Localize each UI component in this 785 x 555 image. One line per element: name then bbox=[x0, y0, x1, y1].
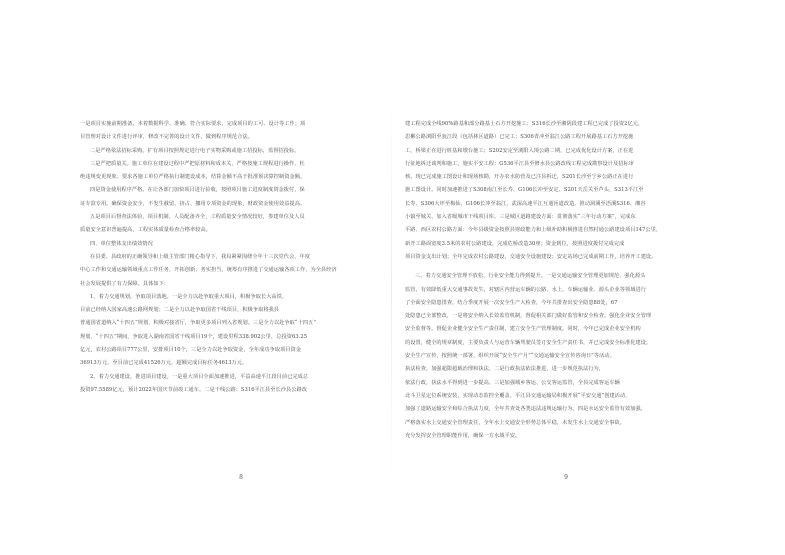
text-line: 处隐患已全部整改，一是将安全纳入长效监管机制，督促相关部门做好监管和安全检查。强化企业安全管理 bbox=[405, 313, 652, 320]
text-line: 严格落实水上交通安全管理责任，全年水上交通安全形势总体平稳，未发生水上交通安全事故。 bbox=[405, 419, 625, 426]
text-line: 1、着力交通规划，争取项目落地。一是全力以赴争取重大项目，积极争取长大高铁、 bbox=[90, 293, 288, 300]
text-line: 安全生产宣传，按照统一部署，组织开展“安全生产月”“交通运输安全宣传咨询日”等活动。 bbox=[405, 353, 615, 360]
text-line: 规划，“十四五”期间，争取进入湖南省国省干线项目19个，建设里程338.902公里，总投资63.25 bbox=[80, 333, 308, 340]
text-line: 亿元，农村公路项目777公里，安排项目10个，三是全力以赴争取资金，全年成功争取项目资金 bbox=[80, 347, 302, 354]
text-line: 依法行政，执法水平得到进一步提高。三是加强城乡客运、公交客运监管，全县完成客运车辆 bbox=[405, 379, 620, 386]
text-line: 小镇至城关、加入省级城市干线项目库。三是城区道路建设方面：贯彻落实“三年行动方案”，完成东 bbox=[405, 214, 636, 221]
text-line: 的设置，健全的规章制度，主要负责人与运营车辆驾驶员签订安全生产责任书，并已完成安全标准化建设。 bbox=[405, 339, 652, 346]
text-line: 施工图设计。同时加速推进了S308南江至长寿、G106长冲至安定、S201天岳关至芦头、S313平江至 bbox=[405, 187, 644, 194]
text-line: 二是严格依法招标采购。扩有项目按照规定进行电子实物采购或施工招投标，监督招投标。 bbox=[90, 147, 300, 154]
text-line: 四、单位整体支出绩效情况 bbox=[90, 240, 153, 247]
text-line: 思郴公路浏阳至瓮江段（包括林区道路）已完工；S306青冲至翁江公路工程开展路基工石方开挖施 bbox=[405, 134, 634, 141]
text-line: 中心工作和交通运输领域重点工作任务，开拓创新、务实担当，统筹有序推进了交通运输各项工作，为全县经济 bbox=[80, 267, 337, 274]
text-line: 核，现已完成施工图设计和现场核勘，开办农水防营及已注县拆迁，S201长沙至宁乡公路正在进行 bbox=[405, 174, 634, 181]
text-line: 绝违规变更现象。要求各施工单位严格执行制建设成本，结算金额不高于批准预决算控制资金额。 bbox=[80, 174, 306, 181]
text-line: 北斗卫星定位系统安装，实现动态监控全覆盖。平江县交通运输局积极开展“平安交通”创建活动， bbox=[405, 392, 631, 399]
right-page-number: 9 bbox=[564, 474, 568, 481]
text-line: 监管，有效降低重大交通事故发生，对辖区内营运车辆的公路、水上，车辆运输业、源头企业等领域进行 bbox=[405, 286, 646, 293]
text-line: 四是资金使用程序严格。在让各部门加快项目进行验收，按照项目施工进度制度资金拨付，保 bbox=[90, 187, 305, 194]
text-line: 36913万元，至目前已完成41526万元，超额完成目标任务4613万元。 bbox=[80, 360, 248, 367]
text-line: 社会发展提供了有力保障。具体如下： bbox=[80, 280, 170, 287]
left-page-number: 8 bbox=[239, 474, 243, 481]
text-line: 在县委、县政府的正确领导和上级主管部门精心指导下，我局紧紧围绕全年十三次党代会、年度 bbox=[90, 253, 310, 260]
text-line: 行征地拆迁谈判和施工，施实平安工程：G536平江县至修水县公路改线工程完成勘察设计及招标审 bbox=[405, 160, 634, 167]
text-line: 充分发挥安全管理职能作用，确保一方水域平安。 bbox=[405, 432, 521, 439]
page-fold bbox=[391, 95, 392, 485]
text-line: 目管理对设计文件进行评审，修改不完善的设计文件，做到程序规范合法。 bbox=[80, 134, 253, 141]
text-line: 建工程完成全线90%路基和部分路基土石方开挖施工；S316长沙至湘阴段建工程已完成了投资2亿元， bbox=[405, 121, 644, 127]
text-line: 证专款专用。确保资金安全，不发生截留、挤占、挪用专项资金的现象，财政资金使用效益提高。 bbox=[80, 200, 306, 207]
text-line: 新开工路面宽度3.5米的农村公路建设，完成危桥改造30座；资金到位，按照进度拨付完成完成 bbox=[405, 240, 625, 247]
text-line: 2、着力交通建设，推进项目建设。一是重大项目全面加速推进，平益高速平江段目前已完成总 bbox=[90, 373, 309, 380]
text-line: 项目资金支出计划；全年完成农村公路建设，交通安全设施建设；安定站场已完成前期工作，培养开工建设。 bbox=[405, 253, 657, 260]
text-line: 加强了道路运输安全和综合执法力度，全年共查处各类违法违规运输行为。四是水运安全监管有效加强， bbox=[405, 406, 646, 413]
left-page-body bbox=[80, 118, 380, 473]
text-line: 平路、西区农村公路方面：今年县级资金按照县财政能力和上级补助积极推进自然村通公路建设项目147公里， bbox=[405, 227, 662, 234]
text-line: 普通国省道纳入“十四五”规划，积极对接省厅，争取更多项目列入省规划。三是全力以赴争取“十四五” bbox=[80, 320, 317, 327]
text-line: 五是项目后督查法体验，项目机制、人员配备齐全，工程质量安全情况较好，参建单位及人员 bbox=[90, 214, 305, 221]
text-line: 工，桥梁正在进行桩基和墩台施工；S202安定至浏阳入境公路二期，已完成优化设计方案，正在进 bbox=[405, 147, 634, 154]
text-line: 三是严把质量关。施工单位在建设过程中严把原材料和成本关，严格按施工规程进行操作，杜 bbox=[90, 160, 305, 167]
text-line: 三、着力交通安全管理不放松，行业安全能力得到提升。一是交通运输安全管理更加规范、强化源头 bbox=[415, 273, 646, 280]
text-line: 投资97.5589亿元，预计2022年国庆节前竣工通车。二是干线公路：S316平江县至长沙县公路改 bbox=[80, 386, 307, 393]
text-line: 长寿、S306大坪至梅仙、G106长冲至翁江，武深高速平江互通匝道改造。推动洞溪至浯溪S316、湘谷 bbox=[405, 200, 646, 207]
right-page-body bbox=[405, 118, 705, 473]
text-line: 了全面安全隐患排查，结合季度开展一次安全生产大检查，今年共排查出安全隐患88处，67 bbox=[405, 299, 618, 306]
text-line: 目前已经纳入国家高速公路网规划；二是全力以赴争取国省干线项目，积极争取将我县 bbox=[80, 307, 280, 314]
text-line: 质量安全意识普遍提高，工程实体质量检查合格率较高。 bbox=[80, 227, 211, 234]
text-line: 执法检查，加强超限超载治理和执法。二是行政执法依法推进，进一步规范执法行为， bbox=[405, 366, 605, 373]
text-line: 安全监督等。督促企业健全安全生产责任制，建立安全生产管理制度。同时，今年已完成企业安全机构 bbox=[405, 326, 641, 333]
text-line: 一是项目实施前期准备。本着数据科学、准确、符合实际要求，完成项目的工可、设计等工作；项 bbox=[80, 121, 306, 127]
